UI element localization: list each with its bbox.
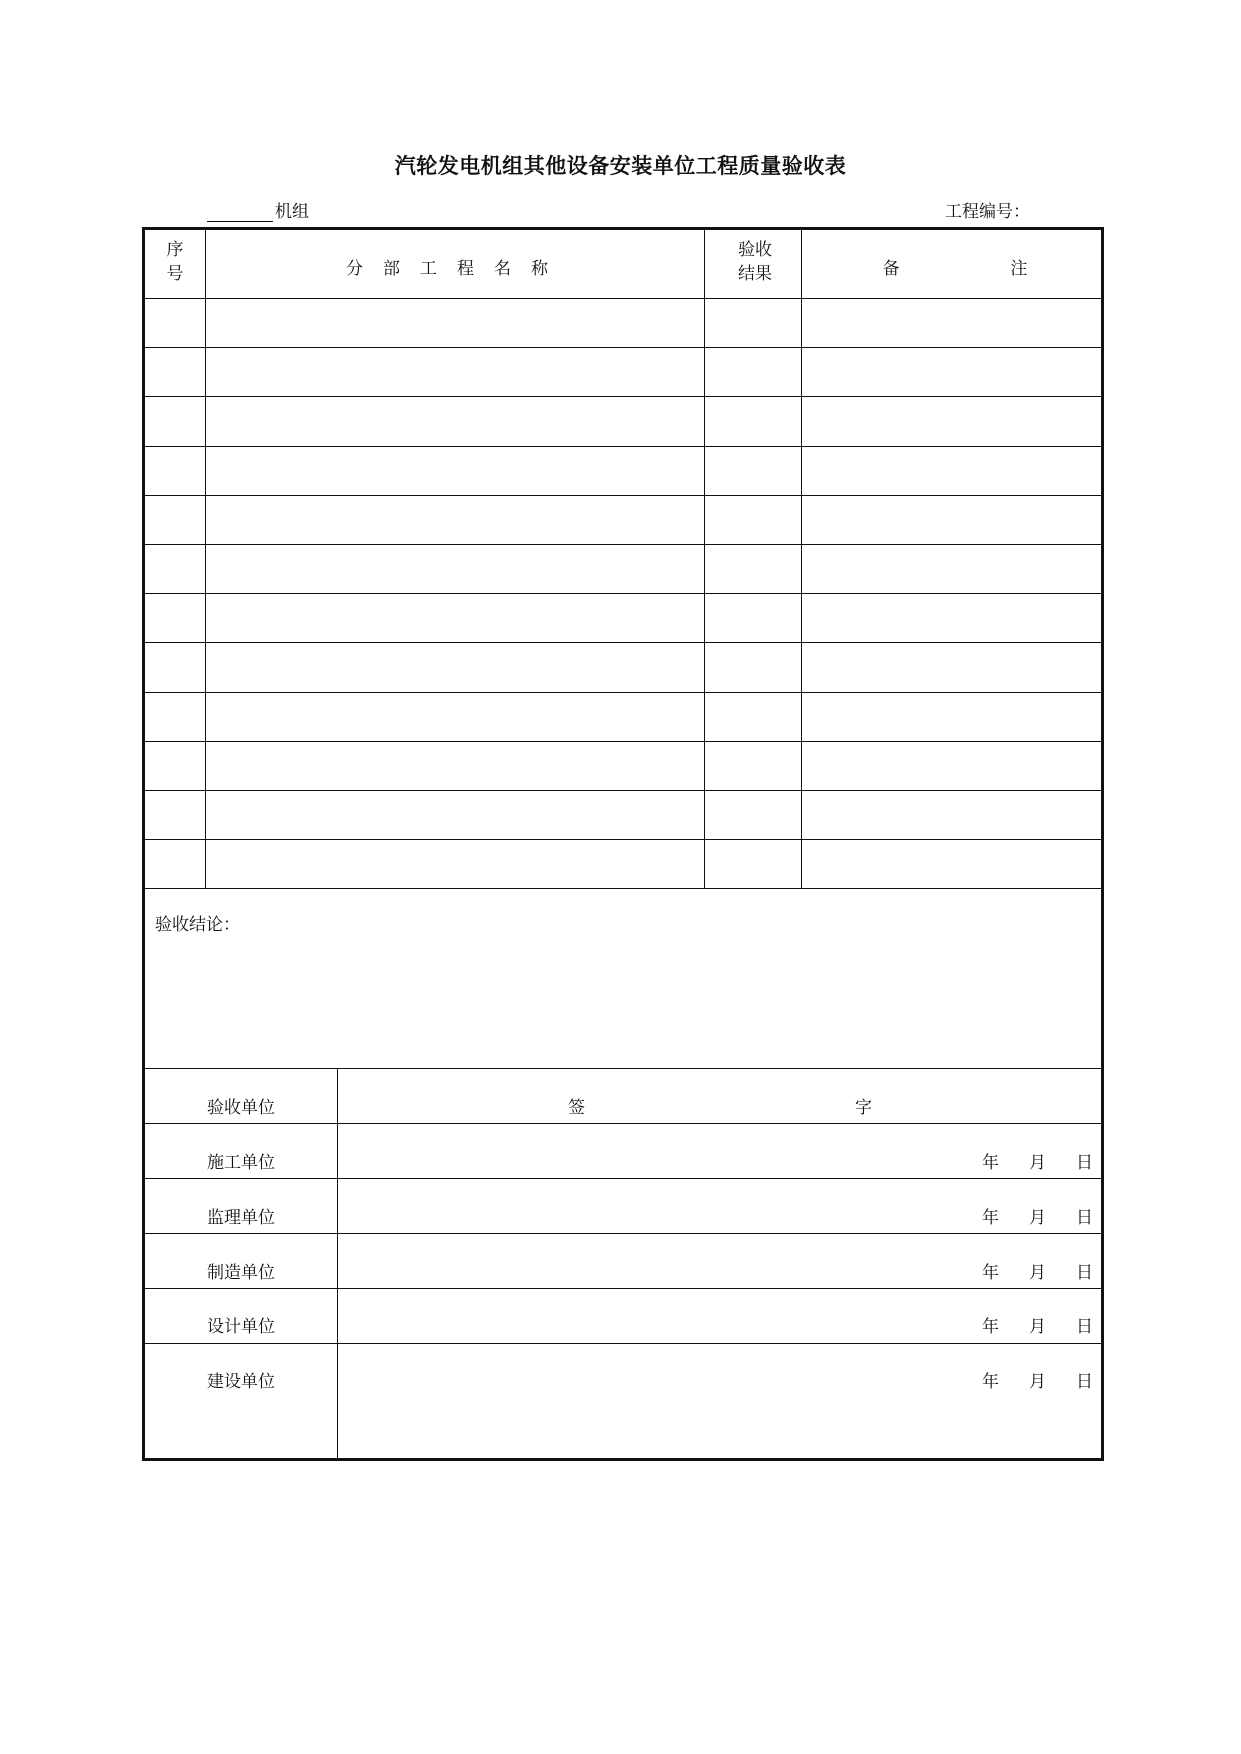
sign-row-date[interactable]: [952, 1312, 1093, 1337]
date-month: 月: [1029, 1372, 1046, 1392]
date-day: 日: [1076, 1317, 1093, 1337]
date-year: 年: [982, 1208, 999, 1228]
sign-row-date[interactable]: [952, 1258, 1093, 1283]
date-month: 月: [1029, 1317, 1046, 1337]
date-month: 月: [1029, 1208, 1046, 1228]
date-year: 年: [982, 1317, 999, 1337]
column-divider: [801, 230, 802, 888]
sign-row-unit: 设计单位: [207, 1317, 275, 1337]
column-divider: [205, 230, 206, 888]
date-day: 日: [1076, 1372, 1093, 1392]
date-year: 年: [982, 1263, 999, 1283]
header-remark: [805, 254, 1105, 279]
header-seq-line2: 号: [166, 264, 184, 284]
header-seq: [145, 238, 205, 286]
date-year: 年: [982, 1372, 999, 1392]
row-divider: [145, 839, 1101, 840]
row-divider: [145, 790, 1101, 791]
row-divider: [145, 495, 1101, 496]
project-number-label: 工程编号：: [945, 202, 1030, 222]
conclusion-label: 验收结论：: [155, 915, 240, 935]
header-result-line2: 结果: [738, 264, 772, 284]
sign-row-unit: 建设单位: [207, 1372, 275, 1392]
row-divider: [145, 1233, 1101, 1234]
row-divider: [145, 741, 1101, 742]
header-result-line1: 验收: [738, 240, 772, 260]
sign-row-unit: 施工单位: [207, 1153, 275, 1173]
row-divider: [145, 544, 1101, 545]
sign-row-unit: 监理单位: [207, 1208, 275, 1228]
row-divider: [145, 1178, 1101, 1179]
row-divider: [145, 396, 1101, 397]
row-divider: [145, 1068, 1101, 1069]
sign-header-char: 字: [855, 1098, 872, 1118]
row-divider: [145, 1288, 1101, 1289]
unit-suffix: 机组: [275, 202, 309, 222]
sign-row-date[interactable]: [952, 1203, 1093, 1228]
row-divider: [145, 1123, 1101, 1124]
date-month: 月: [1029, 1153, 1046, 1173]
header-seq-line1: 序: [166, 240, 184, 260]
page-title: 汽轮发电机组其他设备安装单位工程质量验收表: [394, 154, 847, 178]
sign-row-unit: 制造单位: [207, 1263, 275, 1283]
row-divider: [145, 1343, 1101, 1344]
unit-field[interactable]: [207, 197, 309, 222]
column-divider: [704, 230, 705, 888]
row-divider: [145, 642, 1101, 643]
sign-header-unit: 验收单位: [207, 1098, 275, 1118]
row-divider: [145, 298, 1101, 299]
date-day: 日: [1076, 1208, 1093, 1228]
row-divider: [145, 888, 1101, 889]
header-result: [707, 238, 803, 286]
acceptance-table: [142, 227, 1104, 1461]
row-divider: [145, 692, 1101, 693]
date-day: 日: [1076, 1153, 1093, 1173]
header-remark-right: 注: [1010, 259, 1028, 279]
column-divider: [337, 1068, 338, 1458]
header-name: 分部工程名称: [346, 259, 568, 279]
unit-blank-line[interactable]: [207, 203, 273, 222]
date-year: 年: [982, 1153, 999, 1173]
date-month: 月: [1029, 1263, 1046, 1283]
sign-row-date[interactable]: [952, 1148, 1093, 1173]
row-divider: [145, 593, 1101, 594]
sign-header-sign: 签: [568, 1098, 585, 1118]
header-remark-left: 备: [882, 259, 900, 279]
row-divider: [145, 347, 1101, 348]
sign-row-date[interactable]: [952, 1367, 1093, 1392]
row-divider: [145, 446, 1101, 447]
date-day: 日: [1076, 1263, 1093, 1283]
